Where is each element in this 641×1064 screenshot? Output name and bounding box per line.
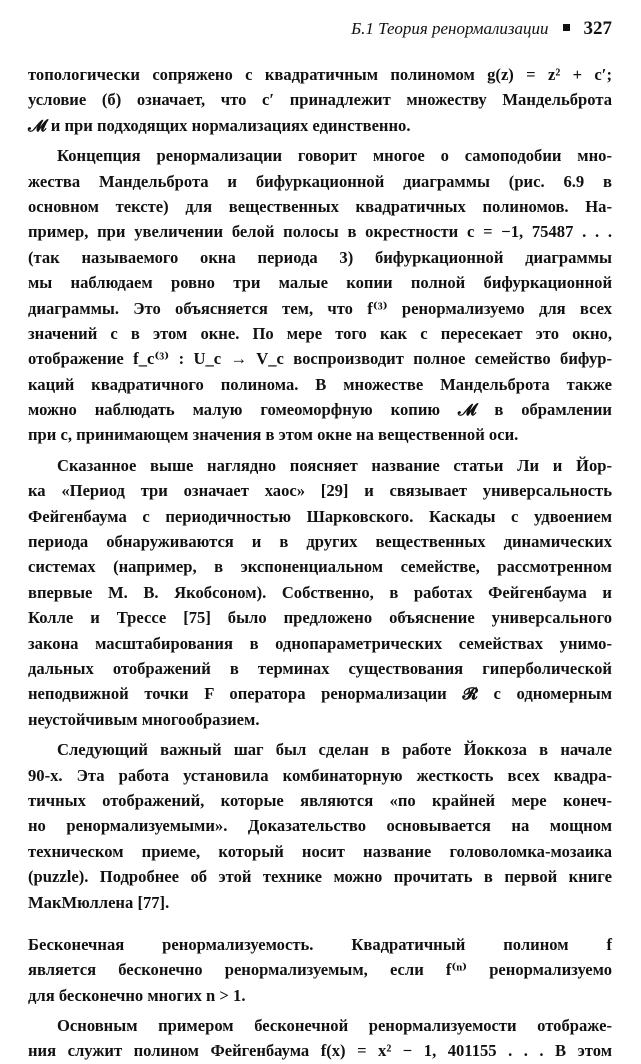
text-line: Следующий важный шаг был сделан в работе Йоккоза в начале	[57, 740, 612, 760]
paragraph-yoccoz	[28, 737, 612, 915]
text-line: каций квадратичного полинома. В множестве Мандельброта также	[28, 374, 612, 394]
text-line: впервые М. В. Якобсоном). Собственно, в работах Фейгенбаума и	[28, 582, 612, 602]
separator-square-icon	[563, 24, 570, 31]
text-line: условие (б) означает, что c′ принадлежит множеству Мандельброта	[28, 90, 612, 110]
text-line: периода обнаруживаются и в других вещественных динамических	[28, 532, 612, 552]
text-line: (так называемого окна периода 3) бифуркационной диаграммы	[28, 247, 612, 267]
text-line: Фейгенбаума с периодичностью Шарковского. Каскады с удвоением	[28, 506, 612, 526]
paragraph-continuation	[28, 62, 612, 138]
page-number: 327	[583, 18, 612, 39]
text-line: системах (например, в экспоненциальном семействе, рассмотренном	[28, 557, 612, 577]
text-line: пример, при увеличении белой полосы в окрестности c = −1, 75487 . . .	[28, 222, 612, 242]
text-line: 𝓜 и при подходящих нормализациях единственно.	[28, 115, 411, 135]
text-line: ния служит полином Фейгенбаума f(x) = x² − 1, 401155 . . . В этом	[28, 1041, 612, 1061]
text-line: Концепция ренормализации говорит многое о самоподобии мно-	[57, 146, 612, 166]
text-line: диаграммы. Это объясняется тем, что f⁽³⁾ ренормализуемо для всех	[28, 298, 612, 318]
text-line: 90-х. Эта работа установила комбинаторную жесткость всех квадра-	[28, 765, 612, 785]
text-line: закона масштабирования в однопараметрических семействах унимо-	[28, 633, 612, 653]
text-line: Сказанное выше наглядно поясняет название статьи Ли и Йор-	[57, 455, 612, 475]
book-page	[28, 18, 612, 1064]
text-line: для бесконечно многих n > 1.	[28, 985, 246, 1005]
text-line: техническом приеме, который носит название головоломка-мозаика	[28, 841, 612, 861]
text-line: значений c в этом окне. По мере того как c пересекает это окно,	[28, 323, 612, 343]
text-line: топологически сопряжено с квадратичным полиномом g(z) = z² + c′;	[28, 65, 612, 84]
text-line: ка «Период три означает хаос» [29] и связывает универсальность	[28, 481, 612, 501]
text-line: неустойчивым многообразием.	[28, 709, 260, 729]
text-line: неподвижной точки F оператора ренормализации 𝓡 с одномерным	[28, 684, 612, 704]
paragraph-renormalization-concept	[28, 143, 612, 448]
text-line: тичных отображений, которые являются «по крайней мере конеч-	[28, 790, 612, 810]
text-line: МакМюллена [77].	[28, 892, 170, 912]
text-line: основном тексте) для вещественных квадратичных полиномов. На-	[28, 196, 612, 216]
text-line: можно наблюдать малую гомеоморфную копию 𝓜 в обрамлении	[28, 400, 612, 420]
paragraph-period-three	[28, 453, 612, 732]
text-line: мы наблюдаем ровно три малые копии полной бифуркационной	[28, 273, 612, 293]
text-line: при c, принимающем значения в этом окне на вещественной оси.	[28, 425, 519, 445]
paragraph-feigenbaum-example	[28, 1013, 612, 1064]
text-line: жества Мандельброта и бифуркационной диаграммы (рис. 6.9 в	[28, 171, 612, 191]
text-line: отображение f_c⁽³⁾ : U_c → V_c воспроизводит полное семейство бифур-	[28, 349, 612, 369]
text-line: (puzzle). Подробнее об этой технике можно прочитать в первой книге	[28, 867, 612, 887]
text-line: Колле и Трессе [75] было предложено объяснение универсального	[28, 608, 612, 628]
text-line: но ренормализуемыми». Доказательство основывается на мощном	[28, 816, 612, 836]
text-line: дальных отображений в терминах существования гиперболической	[28, 658, 612, 678]
paragraph-infinite-renormalizability	[28, 932, 612, 1008]
text-line: является бесконечно ренормализуемым, если f⁽ⁿ⁾ ренормализуемо	[28, 960, 612, 980]
text-line: Бесконечная ренормализуемость. Квадратичный полином f	[28, 934, 612, 954]
text-line: Основным примером бесконечной ренормализуемости отображе-	[57, 1016, 612, 1036]
section-title: Б.1 Теория ренормализации	[351, 19, 549, 38]
running-header	[28, 18, 612, 48]
page-body	[28, 62, 612, 1064]
